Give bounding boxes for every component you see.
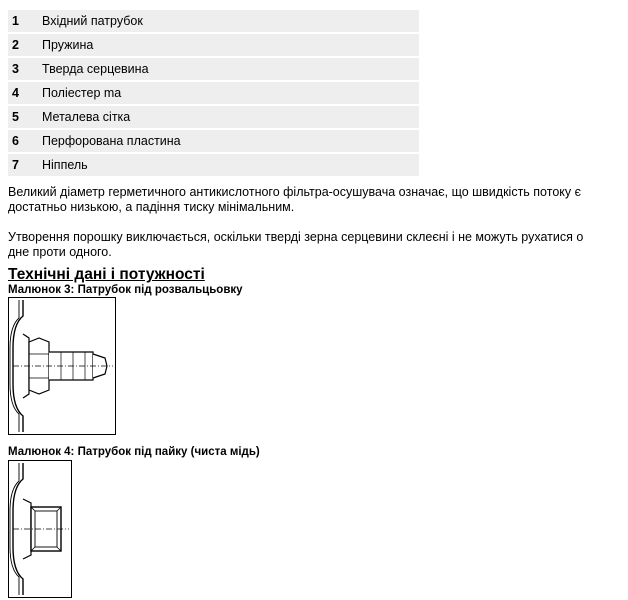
part-label: Металева сітка — [42, 106, 419, 128]
solder-connection-drawing — [8, 460, 72, 598]
part-label: Вхідний патрубок — [42, 10, 419, 32]
part-number: 4 — [8, 82, 42, 104]
figure-caption: Малюнок 4: Патрубок під пайку (чиста мідь) — [8, 446, 260, 458]
flare-connection-drawing — [8, 297, 116, 435]
parts-list-row — [8, 154, 419, 176]
parts-list-row — [8, 10, 419, 32]
parts-list-row — [8, 106, 419, 128]
figure-caption: Малюнок 3: Патрубок під розвальцьовку — [8, 284, 243, 296]
part-number: 2 — [8, 34, 42, 56]
part-number: 6 — [8, 130, 42, 152]
part-label: Тверда серцевина — [42, 58, 419, 80]
flare-connection-svg — [9, 298, 115, 434]
section-heading: Технічні дані і потужності — [8, 266, 205, 283]
part-number: 5 — [8, 106, 42, 128]
part-number: 3 — [8, 58, 42, 80]
part-number: 7 — [8, 154, 42, 176]
part-label: Перфорована пластина — [42, 130, 419, 152]
part-label: Пружина — [42, 34, 419, 56]
parts-list-row — [8, 34, 419, 56]
solder-connection-svg — [9, 461, 71, 597]
parts-list-row — [8, 58, 419, 80]
part-label: Ніппель — [42, 154, 419, 176]
body-paragraph: Великий діаметр герметичного антикислотного фільтра-осушувача означає, що швидкість потоку є достатньо низькою, а падіння тиску мінімальним. — [8, 185, 581, 214]
parts-list-row — [8, 130, 419, 152]
body-paragraph: Утворення порошку виключається, оскільки тверді зерна серцевини склеєні і не можуть рухатися о дне проти одного. — [8, 230, 584, 259]
parts-list-table — [8, 8, 419, 178]
parts-list-row — [8, 82, 419, 104]
part-label: Поліестер ma — [42, 82, 419, 104]
part-number: 1 — [8, 10, 42, 32]
